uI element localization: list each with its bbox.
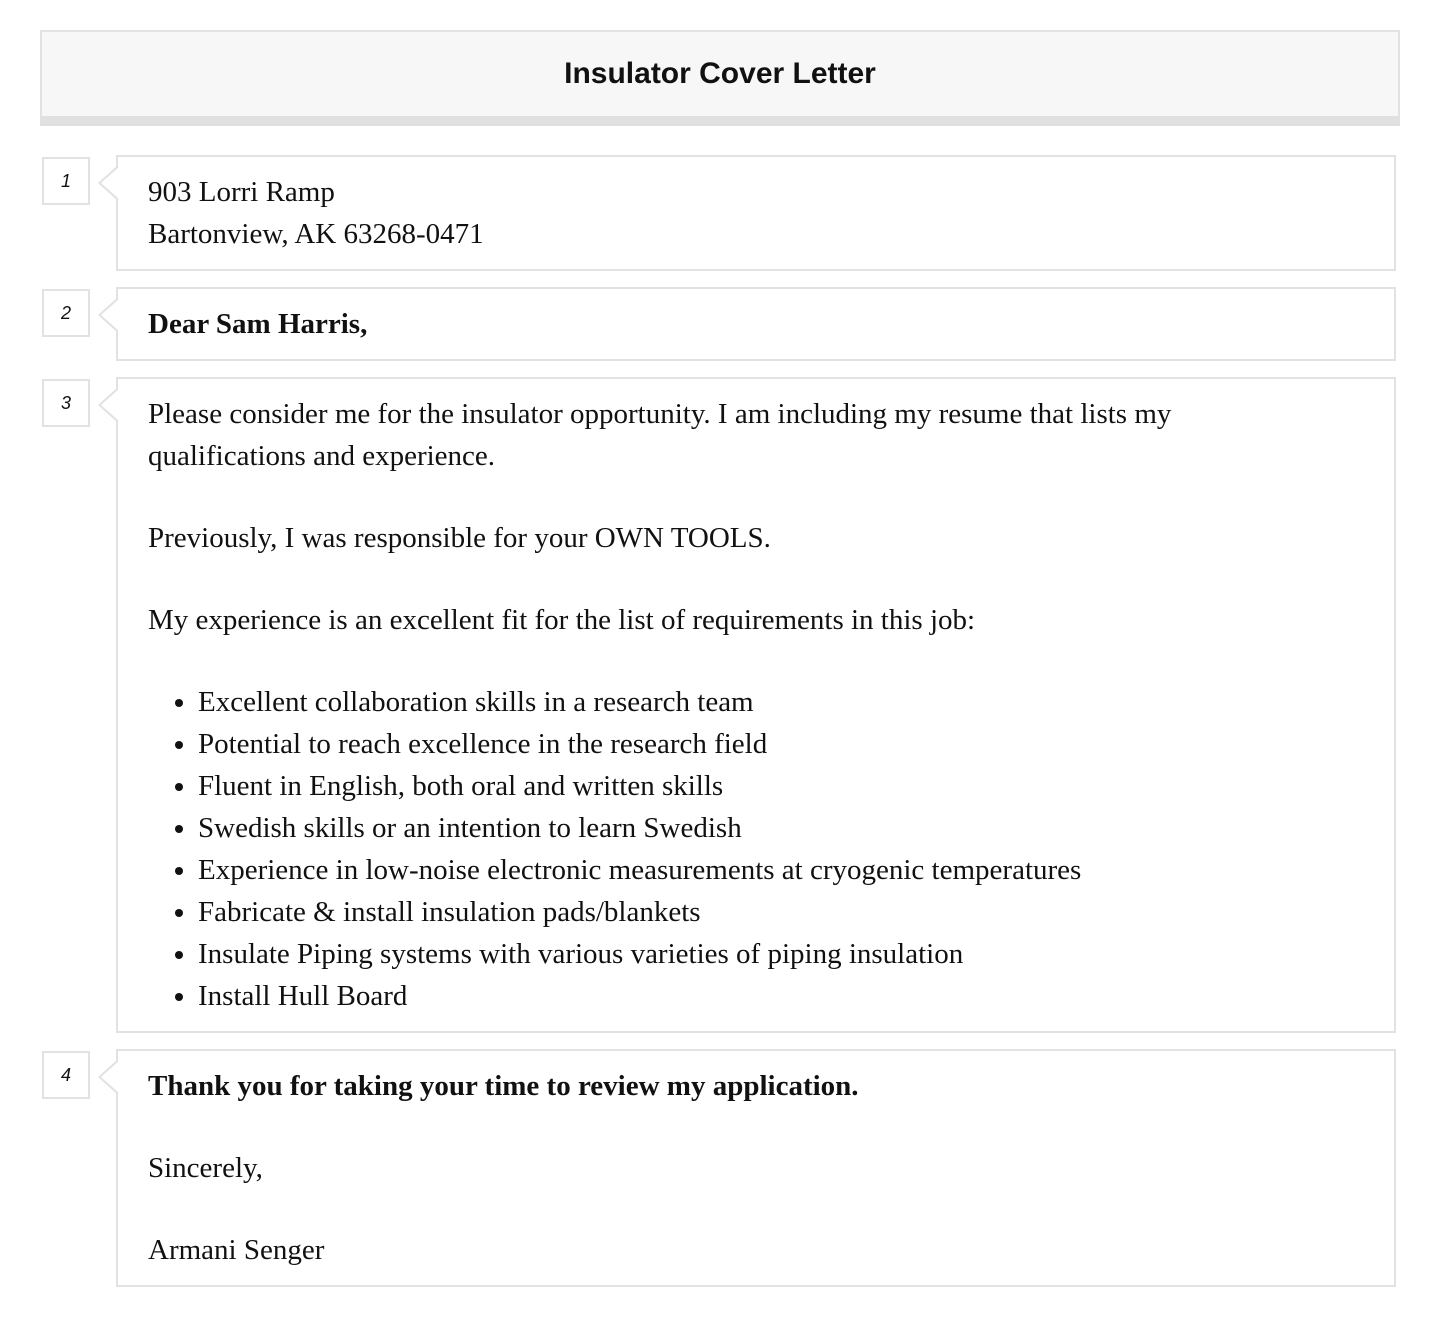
section-number-1: 1	[42, 157, 90, 205]
body-block	[116, 377, 1396, 1033]
paragraph-spacer	[148, 1189, 1364, 1229]
intro-paragraph: Please consider me for the insulator opportunity. I am including my resume that lists my qualifications and experience.	[148, 398, 1172, 472]
list-item: • Experience in low-noise electronic measurements at cryogenic temperatures	[198, 849, 1364, 891]
paragraph-spacer	[148, 641, 1364, 681]
list-item: • Swedish skills or an intention to learn Swedish	[198, 807, 1364, 849]
list-item: • Insulate Piping systems with various varieties of piping insulation	[198, 933, 1364, 975]
list-item: • Fluent in English, both oral and written skills	[198, 765, 1364, 807]
address-line-2: Bartonview, AK 63268-0471	[148, 218, 484, 250]
section-number-4: 4	[42, 1051, 90, 1099]
section-number-3: 3	[42, 379, 90, 427]
fit-paragraph: My experience is an excellent fit for the list of requirements in this job:	[148, 604, 976, 636]
list-item: • Potential to reach excellence in the research field	[198, 723, 1364, 765]
list-item: • Install Hull Board	[198, 975, 1364, 1017]
closing-block	[116, 1049, 1396, 1287]
list-item: • Fabricate & install insulation pads/blankets	[198, 891, 1364, 933]
page-title: Insulator Cover Letter	[564, 57, 876, 90]
thanks-line: Thank you for taking your time to review my application.	[148, 1070, 859, 1102]
previous-paragraph: Previously, I was responsible for your OWN TOOLS.	[148, 522, 771, 554]
closing-line: Sincerely,	[148, 1152, 263, 1184]
list-item: • Excellent collaboration skills in a research team	[198, 681, 1364, 723]
address-block	[116, 155, 1396, 271]
requirements-list	[148, 681, 1364, 1017]
salutation-block	[116, 287, 1396, 361]
paragraph-spacer	[148, 477, 1364, 517]
signature: Armani Senger	[148, 1234, 325, 1266]
paragraph-spacer	[148, 1107, 1364, 1147]
letter-header	[40, 30, 1400, 126]
section-number-2: 2	[42, 289, 90, 337]
paragraph-spacer	[148, 559, 1364, 599]
salutation: Dear Sam Harris,	[148, 308, 368, 340]
address-line-1: 903 Lorri Ramp	[148, 176, 335, 208]
